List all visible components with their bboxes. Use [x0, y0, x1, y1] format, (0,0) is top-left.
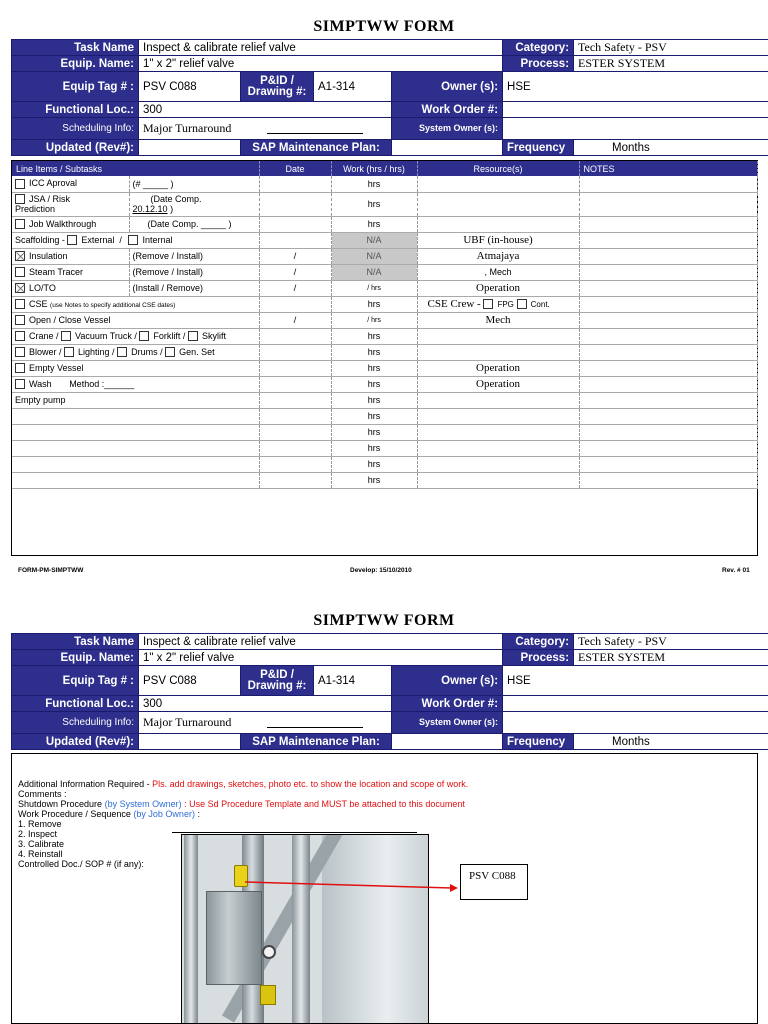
internal-label: Internal: [142, 234, 173, 245]
pid-field[interactable]: A1-314: [314, 72, 392, 102]
process-field[interactable]: ESTER SYSTEM: [574, 650, 768, 666]
row-detail-date: 20.12.10: [132, 204, 168, 214]
task-name-field[interactable]: Inspect & calibrate relief valve: [139, 40, 503, 56]
process-label: Process:: [503, 56, 574, 72]
system-owner-label: System Owner (s):: [392, 118, 503, 140]
additional-label: Additional Information Required -: [18, 779, 150, 789]
form-title: SIMPTWW FORM: [313, 18, 455, 35]
equip-name-field[interactable]: 1" x 2" relief valve: [139, 56, 503, 72]
row-date[interactable]: /: [259, 248, 331, 264]
scaffolding-label: Scaffolding -: [15, 234, 65, 245]
step-item: 1. Remove: [18, 819, 62, 829]
frequency-field[interactable]: Months: [574, 140, 768, 156]
scheduling-info-label: Scheduling Info:: [12, 712, 139, 734]
task-name-label: Task Name: [12, 40, 139, 56]
form-title-2: SIMPTWW FORM: [313, 612, 455, 629]
equip-name-label: Equip. Name:: [12, 650, 139, 666]
fpg-label: FPG: [497, 300, 514, 309]
step-item: 3. Calibrate: [18, 839, 65, 849]
row-item-label: JSA / Risk: [29, 193, 71, 204]
footer-form-id: FORM-PM-SIMPTWW: [18, 567, 84, 574]
equip-tag-field[interactable]: PSV C088: [139, 72, 241, 102]
system-owner-label: System Owner (s):: [392, 712, 503, 734]
footer-develop: Develop: 15/10/2010: [350, 567, 412, 574]
row-work[interactable]: hrs: [331, 440, 417, 456]
scheduling-info-value: Major Turnaround: [143, 121, 232, 135]
row-item-label-2: Prediction: [15, 204, 56, 215]
callout-arrow-head: [450, 884, 458, 892]
row-resource[interactable]: , Mech: [417, 264, 579, 280]
row-work[interactable]: hrs: [331, 472, 417, 488]
skylift-label: Skylift: [201, 330, 226, 341]
shutdown-owner: (by System Owner): [104, 799, 182, 809]
row-item-label: Steam Tracer: [29, 266, 84, 277]
row-work[interactable]: hrs: [331, 424, 417, 440]
pid-label: P&ID / Drawing #:: [241, 666, 314, 696]
row-resource[interactable]: Operation: [417, 376, 579, 392]
col-header-date: Date: [259, 161, 331, 176]
work-proc-colon: :: [197, 809, 200, 819]
col-header-notes: NOTES: [579, 161, 757, 176]
work-proc-label: Work Procedure / Sequence: [18, 809, 131, 819]
row-item-label: CSE: [29, 298, 48, 309]
sap-plan-label: SAP Maintenance Plan:: [241, 140, 392, 156]
callout-arrow-line: [245, 882, 452, 888]
row-detail-close: ): [170, 204, 174, 214]
row-work[interactable]: N/A: [331, 232, 417, 248]
row-work[interactable]: hrs: [331, 360, 417, 376]
photo-tag-callout: PSV C088: [460, 864, 528, 900]
row-resource[interactable]: Mech: [417, 312, 579, 328]
equip-tag-label: Equip Tag # :: [12, 666, 139, 696]
cont-label: Cont.: [530, 300, 550, 309]
row-work[interactable]: hrs: [331, 392, 417, 408]
functional-loc-field[interactable]: 300: [139, 102, 392, 118]
row-work[interactable]: hrs: [331, 376, 417, 392]
row-date[interactable]: /: [259, 264, 331, 280]
category-label: Category:: [503, 634, 574, 650]
row-item: Scaffolding - External / Internal: [12, 232, 259, 248]
row-work[interactable]: hrs: [331, 344, 417, 360]
scheduling-info-value: Major Turnaround: [143, 715, 232, 729]
process-label: Process:: [503, 650, 574, 666]
row-resource[interactable]: Operation: [417, 280, 579, 296]
cse-note: (use Notes to specify additional CSE dates): [50, 301, 176, 309]
col-header-work: Work (hrs / hrs): [331, 161, 417, 176]
additional-text: Pls. add drawings, sketches, photo etc. to show the location and scope of work.: [152, 779, 469, 789]
crane-label: Crane /: [29, 330, 59, 341]
row-detail[interactable]: (# _____ ): [129, 176, 259, 192]
sap-plan-label: SAP Maintenance Plan:: [241, 734, 392, 750]
row-work[interactable]: hrs: [331, 296, 417, 312]
row-work[interactable]: N/A: [331, 264, 417, 280]
row-work[interactable]: hrs: [331, 176, 417, 192]
row-detail-label: (Date Comp.: [150, 194, 202, 204]
functional-loc-label: Functional Loc.:: [12, 102, 139, 118]
row-resource[interactable]: Operation: [417, 360, 579, 376]
row-resource[interactable]: Atmajaya: [417, 248, 579, 264]
col-header-items: Line Items / Subtasks: [12, 161, 259, 176]
equip-name-label: Equip. Name:: [12, 56, 139, 72]
row-detail[interactable]: (Remove / Install): [129, 248, 259, 264]
owner-field[interactable]: HSE: [503, 72, 768, 102]
external-label: External: [81, 234, 115, 245]
row-work[interactable]: hrs: [331, 408, 417, 424]
row-date[interactable]: /: [259, 312, 331, 328]
row-resource[interactable]: UBF (in-house): [417, 232, 579, 248]
frequency-field[interactable]: Months: [574, 734, 768, 750]
lighting-label: Lighting /: [78, 346, 115, 357]
row-detail[interactable]: (Remove / Install): [129, 264, 259, 280]
row-work[interactable]: hrs: [331, 328, 417, 344]
equip-name-field[interactable]: 1" x 2" relief valve: [139, 650, 503, 666]
work-order-label: Work Order #:: [392, 696, 503, 712]
shutdown-label: Shutdown Procedure: [18, 799, 103, 809]
row-work[interactable]: hrs: [331, 192, 417, 216]
row-detail[interactable]: (Install / Remove): [129, 280, 259, 296]
cse-crew-label: CSE Crew -: [427, 298, 481, 310]
functional-loc-label: Functional Loc.:: [12, 696, 139, 712]
equip-tag-field[interactable]: PSV C088: [139, 666, 241, 696]
row-item: Empty pump: [12, 392, 259, 408]
row-item-label: Job Walkthrough: [29, 218, 97, 229]
gen-set-label: Gen. Set: [179, 346, 215, 357]
row-date[interactable]: /: [259, 280, 331, 296]
step-item: 4. Reinstall: [18, 849, 63, 859]
forklift-label: Forklift /: [153, 330, 186, 341]
task-name-label: Task Name: [12, 634, 139, 650]
owner-label: Owner (s):: [392, 666, 503, 696]
category-field[interactable]: Tech Safety - PSV: [574, 40, 768, 56]
row-item-label: LO/TO: [29, 282, 56, 293]
equip-tag-label: Equip Tag # :: [12, 72, 139, 102]
owner-field[interactable]: HSE: [503, 666, 768, 696]
row-work[interactable]: hrs: [331, 216, 417, 232]
controlled-doc-label: Controlled Doc./ SOP # (if any):: [18, 859, 144, 869]
updated-label: Updated (Rev#):: [12, 734, 139, 750]
wash-label: Wash: [29, 378, 52, 389]
functional-loc-field[interactable]: 300: [139, 696, 392, 712]
row-item-label: Insulation: [29, 250, 68, 261]
category-field[interactable]: Tech Safety - PSV: [574, 634, 768, 650]
row-work[interactable]: hrs: [331, 456, 417, 472]
pid-label: P&ID / Drawing #:: [241, 72, 314, 102]
row-work[interactable]: N/A: [331, 248, 417, 264]
frequency-label: Frequency: [503, 734, 574, 750]
work-order-label: Work Order #:: [392, 102, 503, 118]
row-item-label: ICC Aproval: [29, 178, 78, 189]
row-item-label: Open / Close Vessel: [29, 314, 111, 325]
method-label: Method :______: [69, 378, 135, 389]
task-name-field[interactable]: Inspect & calibrate relief valve: [139, 634, 503, 650]
blower-label: Blower /: [29, 346, 62, 357]
drums-label: Drums /: [131, 346, 163, 357]
row-work[interactable]: / hrs: [331, 280, 417, 296]
scheduling-info-label: Scheduling Info:: [12, 118, 139, 140]
updated-label: Updated (Rev#):: [12, 140, 139, 156]
row-item-label: Empty Vessel: [29, 362, 84, 373]
owner-label: Owner (s):: [392, 72, 503, 102]
category-label: Category:: [503, 40, 574, 56]
frequency-label: Frequency: [503, 140, 574, 156]
shutdown-text: : Use Sd Procedure Template and MUST be attached to this document: [184, 799, 465, 809]
process-field[interactable]: ESTER SYSTEM: [574, 56, 768, 72]
row-detail[interactable]: (Date Comp. _____ ): [129, 216, 259, 232]
pid-field[interactable]: A1-314: [314, 666, 392, 696]
footer-rev: Rev. # 01: [722, 567, 750, 574]
vacuum-truck-label: Vacuum Truck /: [75, 330, 137, 341]
col-header-resources: Resource(s): [417, 161, 579, 176]
work-proc-owner: (by Job Owner): [133, 809, 195, 819]
row-work[interactable]: / hrs: [331, 312, 417, 328]
step-item: 2. Inspect: [18, 829, 58, 839]
comments-label: Comments :: [18, 789, 67, 799]
